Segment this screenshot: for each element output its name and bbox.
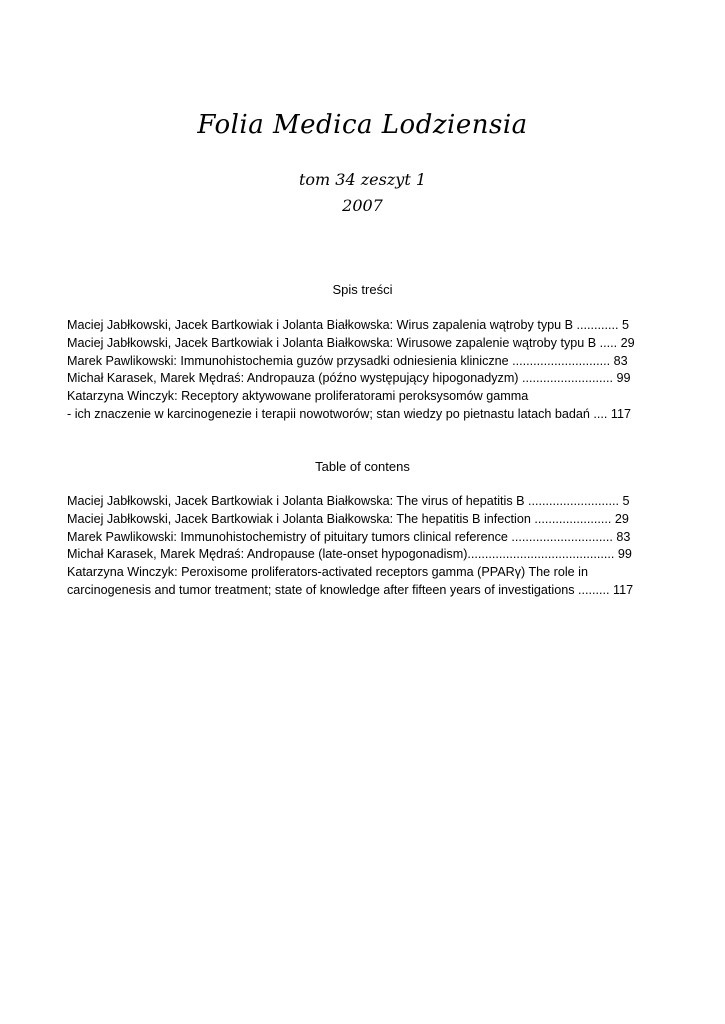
toc-entry: Marek Pawlikowski: Immunohistochemistry of pituitary tumors clinical reference ............................. 83	[67, 529, 631, 544]
issue-year: 2007	[342, 196, 383, 215]
toc-entry: Maciej Jabłkowski, Jacek Bartkowiak i Jolanta Białkowska: Wirusowe zapalenie wątroby typu B ..... 29	[67, 335, 635, 350]
toc-heading-english: Table of contens	[315, 459, 410, 474]
toc-entry: Marek Pawlikowski: Immunohistochemia guzów przysadki odniesienia kliniczne ............................ 83	[67, 353, 628, 368]
toc-entry: Katarzyna Winczyk: Peroxisome proliferators-activated receptors gamma (PPARγ) The role in	[67, 565, 588, 580]
toc-entry: Maciej Jabłkowski, Jacek Bartkowiak i Jolanta Białkowska: The virus of hepatitis B .......................... 5	[67, 494, 630, 508]
toc-english	[67, 493, 654, 600]
toc-entry: Maciej Jabłkowski, Jacek Bartkowiak i Jolanta Białkowska: The hepatitis B infection ...................... 29	[67, 511, 629, 526]
toc-entry: Maciej Jabłkowski, Jacek Bartkowiak i Jolanta Białkowska: Wirus zapalenia wątroby typu B ............ 5	[67, 318, 630, 332]
toc-heading-polish: Spis treści	[332, 282, 393, 297]
toc-entry: carcinogenesis and tumor treatment; state of knowledge after fifteen years of investigations ......... 117	[67, 582, 634, 597]
toc-entry: - ich znaczenie w karcinogenezie i terapii nowotworów; stan wiedzy po pietnastu latach badań .... 117	[67, 406, 632, 421]
issue-volume: tom 34 zeszyt 1	[298, 170, 427, 189]
toc-entry: Michał Karasek, Marek Mędraś: Andropauza (późno występujący hipogonadyzm) .......................... 99	[67, 371, 631, 386]
toc-entry: Katarzyna Winczyk: Receptory aktywowane proliferatorami peroksysomów gamma	[67, 389, 529, 404]
toc-entry: Michał Karasek, Marek Mędraś: Andropause (late-onset hypogonadism).......................................... 99	[67, 547, 632, 562]
toc-polish	[67, 317, 654, 424]
journal-title: Folia Medica Lodziensia	[197, 110, 528, 140]
